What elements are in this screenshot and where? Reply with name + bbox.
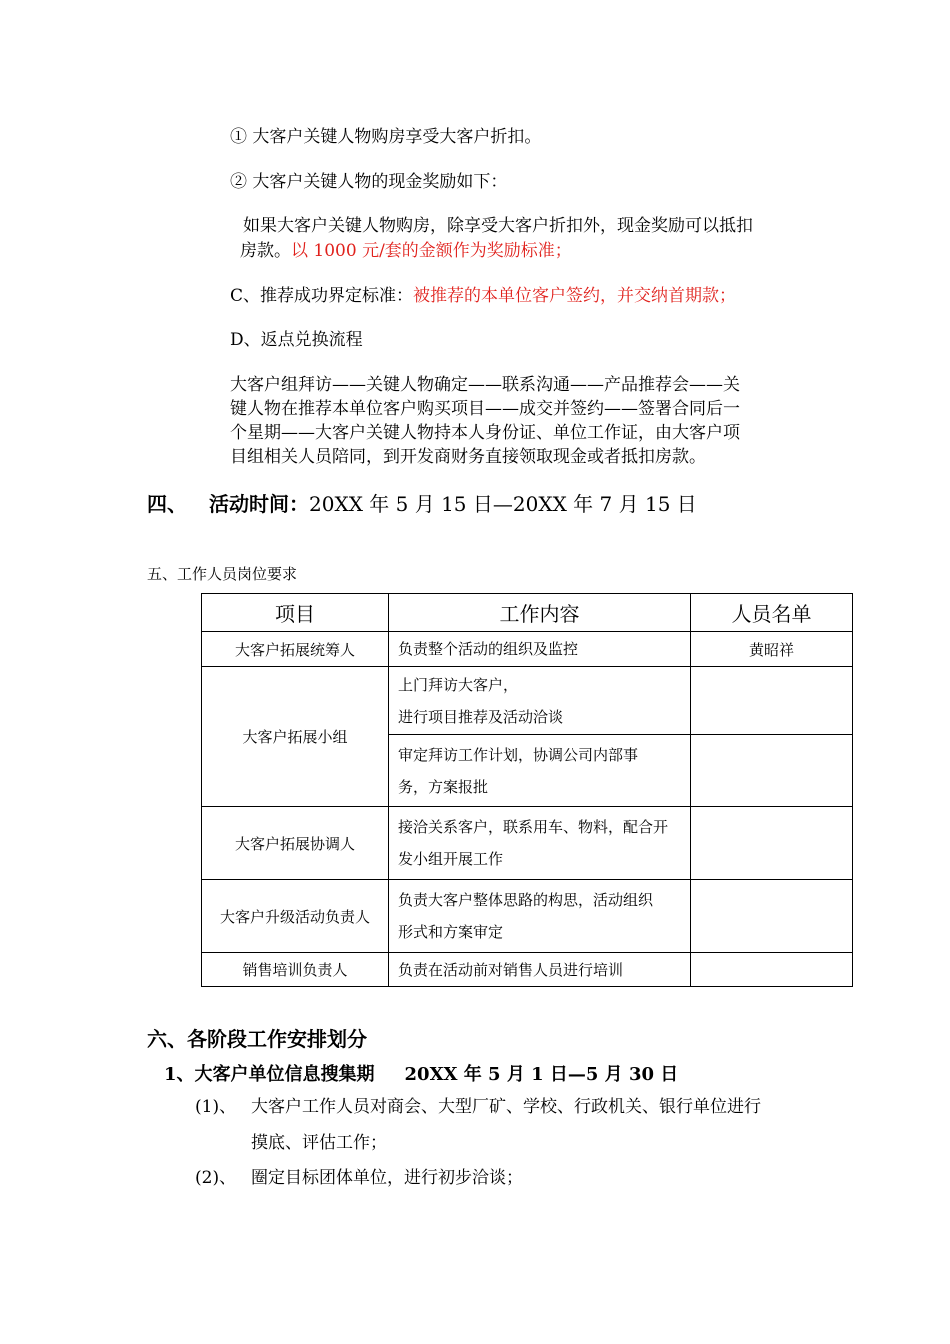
section-4-label: 活动时间： xyxy=(209,492,309,516)
role-cell: 大客户升级活动负责人 xyxy=(202,880,389,953)
item-2: ② 大客户关键人物的现金奖励如下： xyxy=(230,172,508,192)
item-1: ① 大客户关键人物购房享受大客户折扣。 xyxy=(230,127,542,147)
reward-text: 房款。 xyxy=(240,241,291,261)
section-6-title: 六、各阶段工作安排划分 xyxy=(147,1027,367,1051)
content-line: 形式和方案审定 xyxy=(398,923,504,941)
person-cell xyxy=(691,735,853,807)
point-2-line-1: 圈定目标团体单位，进行初步洽谈； xyxy=(251,1168,523,1188)
point-1-line-1: 大客户工作人员对商会、大型厂矿、学校、行政机关、银行单位进行 xyxy=(251,1097,761,1117)
section-4-date: 20XX 年 5 月 15 日—20XX 年 7 月 15 日 xyxy=(309,492,697,516)
content-line: 负责大客户整体思路的构思，活动组织 xyxy=(398,891,654,909)
section-5-title: 五、工作人员岗位要求 xyxy=(147,565,298,583)
content-line: 审定拜访工作计划，协调公司内部事 xyxy=(398,745,639,764)
staff-table xyxy=(201,593,853,987)
table-row xyxy=(202,667,853,735)
header-project: 项目 xyxy=(202,594,389,632)
content-cell xyxy=(389,880,691,953)
phase-1-title: 1、大客户单位信息搜集期 xyxy=(164,1064,375,1085)
table-row xyxy=(202,880,853,953)
phase-1-heading xyxy=(164,1060,678,1086)
content-cell xyxy=(389,667,691,735)
person-cell xyxy=(691,807,853,880)
content-cell xyxy=(389,735,691,807)
section-4-heading xyxy=(147,488,697,517)
criterion-label: C、推荐成功界定标准： xyxy=(230,286,414,306)
table-row xyxy=(202,953,853,987)
flow-line: 目组相关人员陪同，到开发商财务直接领取现金或者抵扣房款。 xyxy=(230,447,706,467)
table-header-row xyxy=(202,594,853,632)
person-cell xyxy=(691,953,853,987)
content-cell: 负责整个活动的组织及监控 xyxy=(389,632,691,667)
content-line: 接洽关系客户，联系用车、物料，配合开 xyxy=(398,818,669,836)
role-cell: 大客户拓展统筹人 xyxy=(202,632,389,667)
criterion-line xyxy=(230,285,736,307)
reward-line-1: 如果大客户关键人物购房，除享受大客户折扣外，现金奖励可以抵扣 xyxy=(243,216,753,236)
content-cell: 负责在活动前对销售人员进行培训 xyxy=(389,953,691,987)
table-row xyxy=(202,807,853,880)
section-4-number: 四、 xyxy=(147,492,187,516)
content-line: 发小组开展工作 xyxy=(398,850,504,868)
person-cell xyxy=(691,667,853,735)
flow-line: 个星期——大客户关键人物持本人身份证、单位工作证，由大客户项 xyxy=(230,423,740,443)
role-cell: 大客户拓展小组 xyxy=(202,667,389,807)
table-row xyxy=(202,632,853,667)
reward-standard: 以 1000 元/套的金额作为奖励标准； xyxy=(291,241,572,261)
content-line: 上门拜访大客户， xyxy=(398,675,519,694)
role-cell: 大客户拓展协调人 xyxy=(202,807,389,880)
point-1-number: (1)、 xyxy=(195,1097,237,1117)
header-content: 工作内容 xyxy=(389,594,691,632)
content-cell xyxy=(389,807,691,880)
content-line: 务，方案报批 xyxy=(398,777,489,796)
point-2-number: (2)、 xyxy=(195,1168,237,1188)
process-flow xyxy=(230,373,740,469)
phase-1-date: 20XX 年 5 月 1 日—5 月 30 日 xyxy=(404,1064,679,1085)
content-line: 进行项目推荐及活动洽谈 xyxy=(398,707,564,726)
point-1-line-2: 摸底、评估工作； xyxy=(251,1133,387,1153)
header-staff: 人员名单 xyxy=(691,594,853,632)
reward-line-2 xyxy=(240,240,572,262)
criterion-value: 被推荐的本单位客户签约，并交纳首期款； xyxy=(413,286,737,306)
role-cell: 销售培训负责人 xyxy=(202,953,389,987)
flow-line: 大客户组拜访——关键人物确定——联系沟通——产品推荐会——关 xyxy=(230,375,740,395)
flow-line: 键人物在推荐本单位客户购买项目——成交并签约——签署合同后一 xyxy=(230,399,740,419)
process-heading: D、返点兑换流程 xyxy=(230,330,363,350)
person-cell xyxy=(691,880,853,953)
person-cell: 黄昭祥 xyxy=(691,632,853,667)
